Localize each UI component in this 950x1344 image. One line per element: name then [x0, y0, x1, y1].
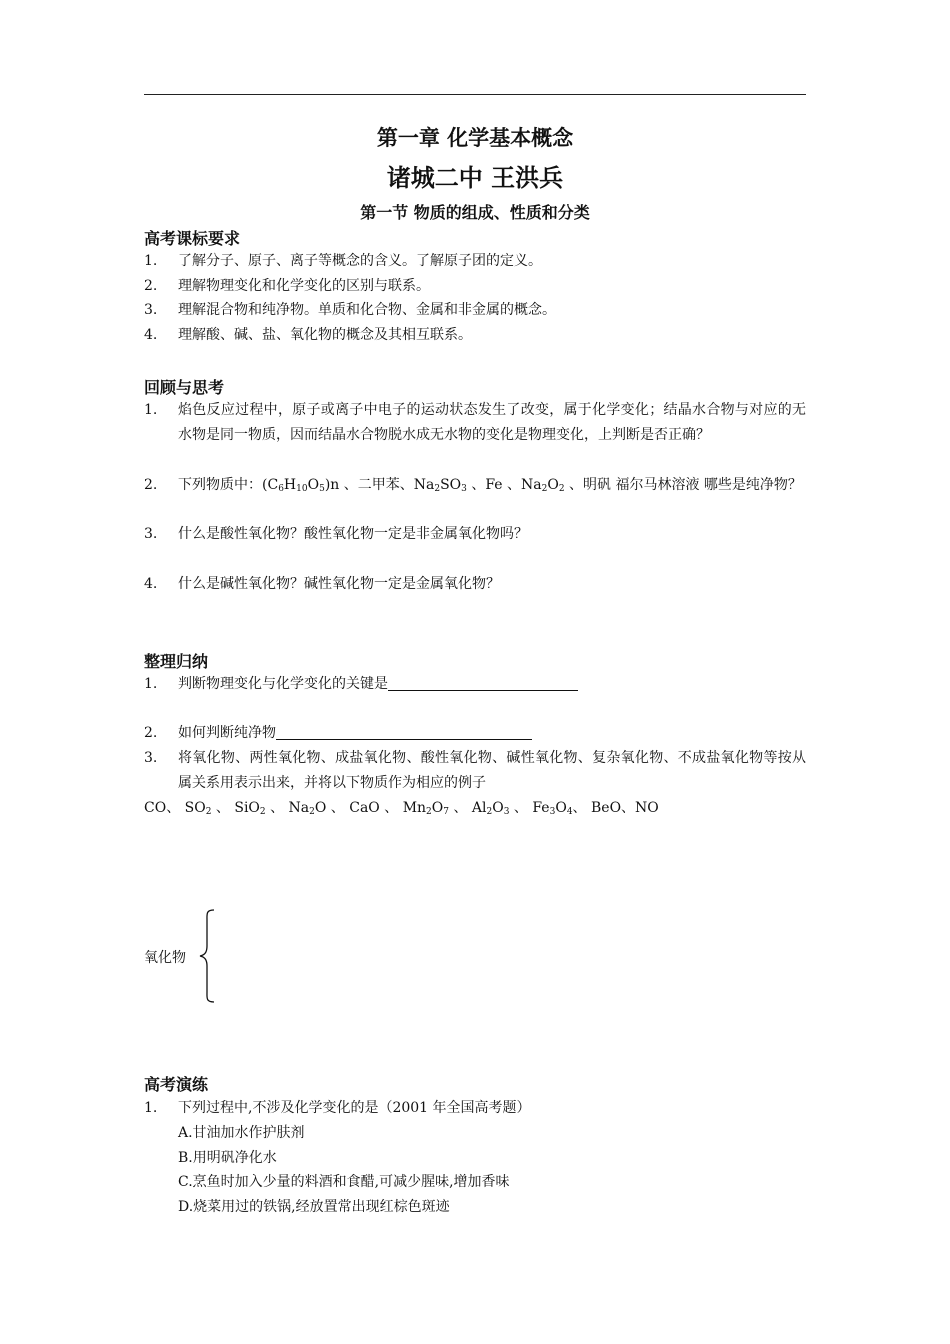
header-rule [144, 94, 806, 95]
review-heading: 回顾与思考 [144, 378, 225, 397]
option-c: C.烹鱼时加入少量的料酒和食醋,可减少腥味,增加香味 [178, 1174, 510, 1190]
question-text: 如何判断纯净物 [178, 725, 276, 741]
item-number: 1. [144, 253, 158, 269]
exam-question [144, 1096, 806, 1121]
summary-question [144, 672, 806, 697]
option-d: D.烧菜用过的铁锅,经放置常出现红棕色斑迹 [178, 1199, 450, 1215]
question-number: 3. [144, 750, 158, 766]
summary-heading: 整理归纳 [144, 652, 209, 671]
review-question [144, 398, 806, 448]
question-number: 2. [144, 725, 158, 741]
question-text: 什么是酸性氧化物？酸性氧化物一定是非金属氧化物吗？ [178, 526, 528, 542]
answer-blank[interactable] [388, 674, 578, 691]
question-number: 1. [144, 1100, 158, 1116]
question-text: 下列过程中,不涉及化学变化的是（2001 年全国高考题） [178, 1100, 531, 1116]
item-text: 理解混合物和纯净物。单质和化合物、金属和非金属的概念。 [178, 302, 556, 318]
question-number: 2. [144, 477, 158, 493]
review-question [144, 572, 806, 597]
review-question [144, 473, 806, 502]
question-text: 判断物理变化与化学变化的关键是 [178, 676, 388, 692]
question-number: 1. [144, 676, 158, 692]
item-number: 4. [144, 327, 158, 343]
oxide-examples: CO、 $SO_2$ 、 SiO$_2$ 、 $Na_2O$ 、 CaO 、 $Mn_2O_7$ 、 $Al_2O_3$ 、 $Fe_3O_4$、 BeO、NO [144, 800, 659, 817]
section-title: 第一节 物质的组成、性质和分类 [360, 203, 590, 222]
item-number: 2. [144, 278, 158, 294]
exam-heading: 高考演练 [144, 1075, 209, 1094]
item-text: 了解分子、原子、离子等概念的含义。了解原子团的定义。 [178, 253, 542, 269]
question-number: 1. [144, 402, 158, 418]
answer-blank[interactable] [276, 723, 532, 740]
summary-question [144, 746, 806, 796]
oxide-diagram-label: 氧化物 [144, 950, 186, 966]
question-text: 下列物质中：$(C_6H_{10}O_5)n$ 、二甲苯、$Na_2SO_3$ 、Fe 、$Na_2O_2$ 、明矾 福尔马林溶液 哪些是纯净物？ [178, 477, 802, 494]
item-number: 3. [144, 302, 158, 318]
question-number: 4. [144, 576, 158, 592]
requirement-item [144, 274, 806, 299]
review-question [144, 522, 806, 547]
author-line: 诸城二中 王洪兵 [386, 164, 564, 192]
question-number: 3. [144, 526, 158, 542]
requirements-heading: 高考课标要求 [144, 229, 241, 248]
item-text: 理解酸、碱、盐、氧化物的概念及其相互联系。 [178, 327, 472, 343]
requirement-item [144, 249, 806, 274]
chapter-title: 第一章 化学基本概念 [376, 126, 574, 150]
question-text: 焰色反应过程中，原子或离子中电子的运动状态发生了改变，属于化学变化；结晶水合物与对应的无水物是同一物质，因而结晶水合物脱水成无水物的变化是物理变化，上判断是否正确？ [178, 402, 806, 443]
summary-question [144, 721, 806, 746]
question-text: 什么是碱性氧化物？碱性氧化物一定是金属氧化物？ [178, 576, 500, 592]
requirement-item [144, 298, 806, 323]
option-b: B.用明矾净化水 [178, 1150, 277, 1166]
item-text: 理解物理变化和化学变化的区别与联系。 [178, 278, 430, 294]
option-a: A.甘油加水作护肤剂 [178, 1125, 305, 1141]
question-text: 将氧化物、两性氧化物、成盐氧化物、酸性氧化物、碱性氧化物、复杂氧化物、不成盐氧化物等按从属关系用表示出来，并将以下物质作为相应的例子 [178, 750, 806, 791]
requirement-item [144, 323, 806, 348]
brace-icon [196, 908, 220, 1008]
